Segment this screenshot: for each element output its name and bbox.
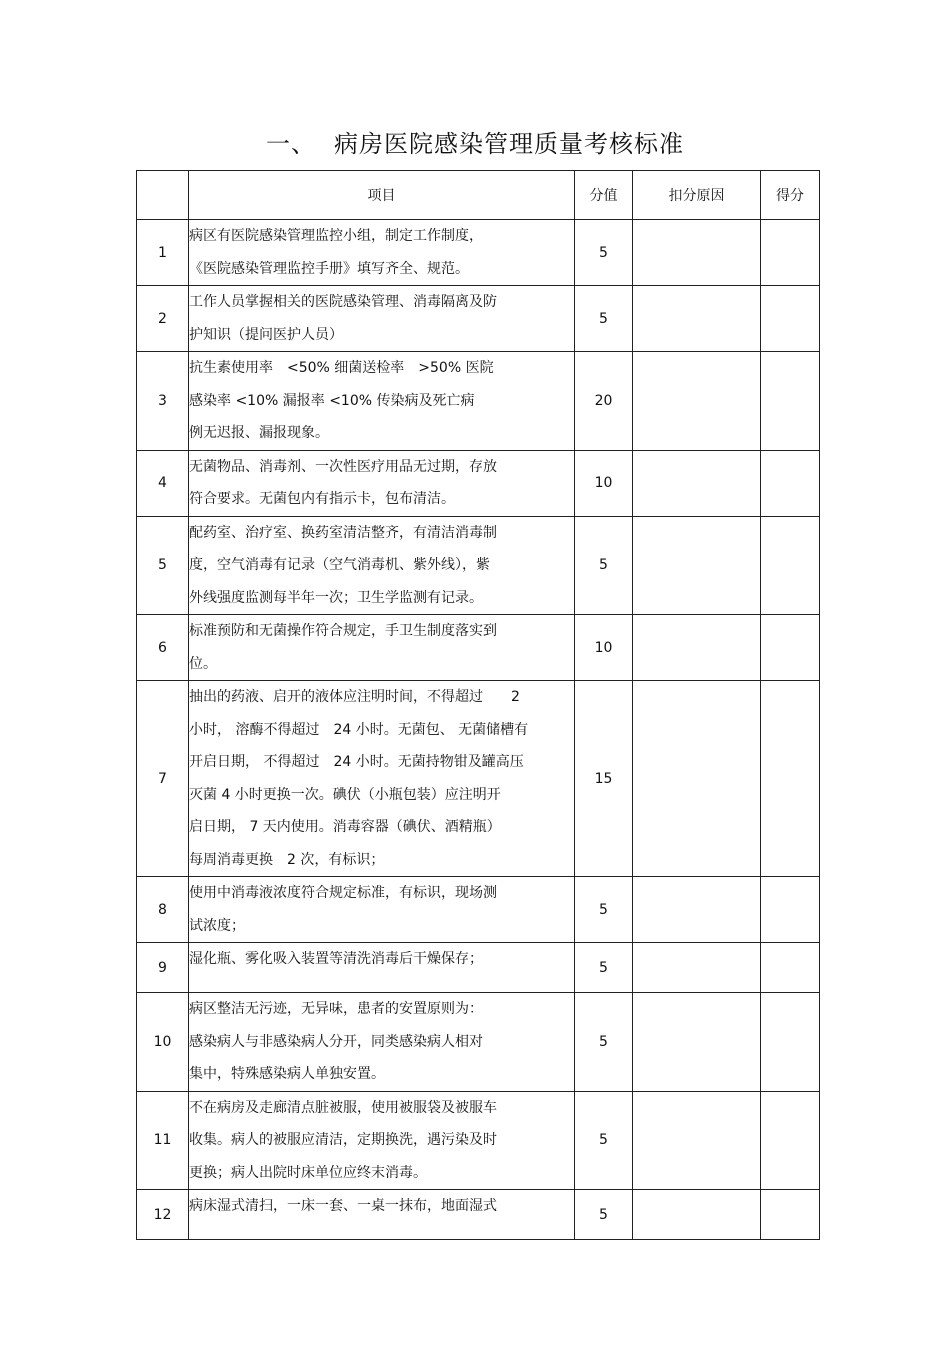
item-line: 小时， 溶酶不得超过 24 小时。无菌包、 无菌储槽有 (189, 721, 529, 738)
row-number: 6 (137, 615, 189, 681)
row-item (189, 943, 575, 993)
row-item (189, 220, 575, 286)
row-item (189, 352, 575, 451)
row-obtained-score (761, 516, 820, 615)
row-obtained-score (761, 1091, 820, 1190)
header-item: 项目 (189, 171, 575, 220)
row-number: 4 (137, 450, 189, 516)
row-number: 9 (137, 943, 189, 993)
item-line: 无菌物品、消毒剂、一次性医疗用品无过期，存放 (189, 458, 497, 475)
item-line: 工作人员掌握相关的医院感染管理、消毒隔离及防 (189, 294, 497, 310)
row-item (189, 615, 575, 681)
row-number: 3 (137, 352, 189, 451)
row-score: 5 (575, 1091, 633, 1190)
title-text: 病房医院感染管理质量考核标准 (334, 130, 684, 158)
table-row (137, 993, 820, 1092)
row-score: 10 (575, 450, 633, 516)
row-number: 5 (137, 516, 189, 615)
row-item (189, 1091, 575, 1190)
table-body (137, 220, 820, 1240)
item-line: 感染率 <10% 漏报率 <10% 传染病及死亡病 (189, 392, 475, 409)
item-line: 例无迟报、漏报现象。 (189, 425, 329, 441)
item-line: 感染病人与非感染病人分开，同类感染病人相对 (189, 1033, 483, 1050)
item-line: 集中，特殊感染病人单独安置。 (189, 1066, 385, 1082)
row-item (189, 993, 575, 1092)
row-deduction-reason (633, 681, 761, 877)
row-item (189, 1190, 575, 1240)
item-line: 病床湿式清扫，一床一套、一桌一抹布，地面湿式 (189, 1198, 497, 1214)
item-line: 每周消毒更换 2 次，有标识； (189, 851, 385, 868)
item-line: 试浓度； (189, 917, 245, 934)
row-obtained-score (761, 615, 820, 681)
item-line: 灭菌 4 小时更换一次。碘伏（小瓶包装）应注明开 (189, 786, 501, 803)
header-score: 分值 (575, 171, 633, 220)
table-header-row (137, 171, 820, 220)
row-obtained-score (761, 943, 820, 993)
row-score: 15 (575, 681, 633, 877)
row-item (189, 286, 575, 352)
table-row (137, 615, 820, 681)
row-obtained-score (761, 286, 820, 352)
row-deduction-reason (633, 450, 761, 516)
row-item (189, 681, 575, 877)
item-line: 病区有医院感染管理监控小组，制定工作制度， (189, 228, 483, 244)
item-line: 收集。病人的被服应清洁，定期换洗，遇污染及时 (189, 1132, 497, 1148)
item-line: 护知识（提问医护人员） (189, 326, 343, 343)
row-deduction-reason (633, 516, 761, 615)
table-row (137, 1190, 820, 1240)
assessment-table (136, 170, 820, 1240)
row-number: 8 (137, 877, 189, 943)
row-score: 5 (575, 286, 633, 352)
row-deduction-reason (633, 877, 761, 943)
row-item (189, 877, 575, 943)
row-item (189, 450, 575, 516)
row-obtained-score (761, 450, 820, 516)
title-number: 一、 (266, 130, 316, 158)
row-deduction-reason (633, 943, 761, 993)
item-line: 开启日期， 不得超过 24 小时。无菌持物钳及罐高压 (189, 754, 524, 770)
table-row (137, 220, 820, 286)
row-obtained-score (761, 681, 820, 877)
table-row (137, 516, 820, 615)
row-deduction-reason (633, 220, 761, 286)
row-obtained-score (761, 220, 820, 286)
row-score: 20 (575, 352, 633, 451)
page-title (0, 124, 950, 159)
header-got: 得分 (761, 171, 820, 220)
row-number: 12 (137, 1190, 189, 1240)
item-line: 配药室、治疗室、换药室清洁整齐，有清洁消毒制 (189, 524, 497, 541)
row-deduction-reason (633, 286, 761, 352)
row-deduction-reason (633, 352, 761, 451)
row-score: 5 (575, 1190, 633, 1240)
table-row (137, 450, 820, 516)
item-line: 符合要求。无菌包内有指示卡，包布清洁。 (189, 491, 455, 507)
row-score: 5 (575, 220, 633, 286)
table-row (137, 286, 820, 352)
item-line: 使用中消毒液浓度符合规定标准，有标识，现场测 (189, 885, 497, 901)
row-number: 1 (137, 220, 189, 286)
row-deduction-reason (633, 1190, 761, 1240)
row-score: 10 (575, 615, 633, 681)
table-row (137, 681, 820, 877)
row-obtained-score (761, 877, 820, 943)
row-number: 2 (137, 286, 189, 352)
item-line: 湿化瓶、雾化吸入装置等清洗消毒后干燥保存； (189, 951, 483, 967)
item-line: 位。 (189, 655, 217, 672)
row-obtained-score (761, 993, 820, 1092)
row-score: 5 (575, 516, 633, 615)
row-number: 10 (137, 993, 189, 1092)
table-row (137, 352, 820, 451)
table-row (137, 877, 820, 943)
row-number: 11 (137, 1091, 189, 1190)
table-row (137, 943, 820, 993)
item-line: 启日期， 7 天内使用。消毒容器（碘伏、酒精瓶） (189, 819, 501, 835)
row-score: 5 (575, 877, 633, 943)
item-line: 病区整洁无污迹，无异味，患者的安置原则为： (189, 1001, 483, 1017)
row-deduction-reason (633, 1091, 761, 1190)
item-line: 抽出的药液、启开的液体应注明时间，不得超过 2 (189, 689, 520, 705)
table-row (137, 1091, 820, 1190)
row-item (189, 516, 575, 615)
header-no (137, 171, 189, 220)
item-line: 不在病房及走廊清点脏被服，使用被服袋及被服车 (189, 1099, 497, 1116)
item-line: 更换；病人出院时床单位应终末消毒。 (189, 1164, 427, 1181)
row-score: 5 (575, 943, 633, 993)
row-obtained-score (761, 1190, 820, 1240)
row-number: 7 (137, 681, 189, 877)
row-score: 5 (575, 993, 633, 1092)
row-deduction-reason (633, 615, 761, 681)
row-obtained-score (761, 352, 820, 451)
row-deduction-reason (633, 993, 761, 1092)
item-line: 外线强度监测每半年一次；卫生学监测有记录。 (189, 589, 483, 606)
item-line: 《医院感染管理监控手册》填写齐全、规范。 (189, 260, 469, 277)
item-line: 抗生素使用率 <50% 细菌送检率 >50% 医院 (189, 360, 494, 376)
header-reason: 扣分原因 (633, 171, 761, 220)
item-line: 度，空气消毒有记录（空气消毒机、紫外线），紫 (189, 557, 490, 573)
item-line: 标准预防和无菌操作符合规定，手卫生制度落实到 (189, 623, 497, 639)
